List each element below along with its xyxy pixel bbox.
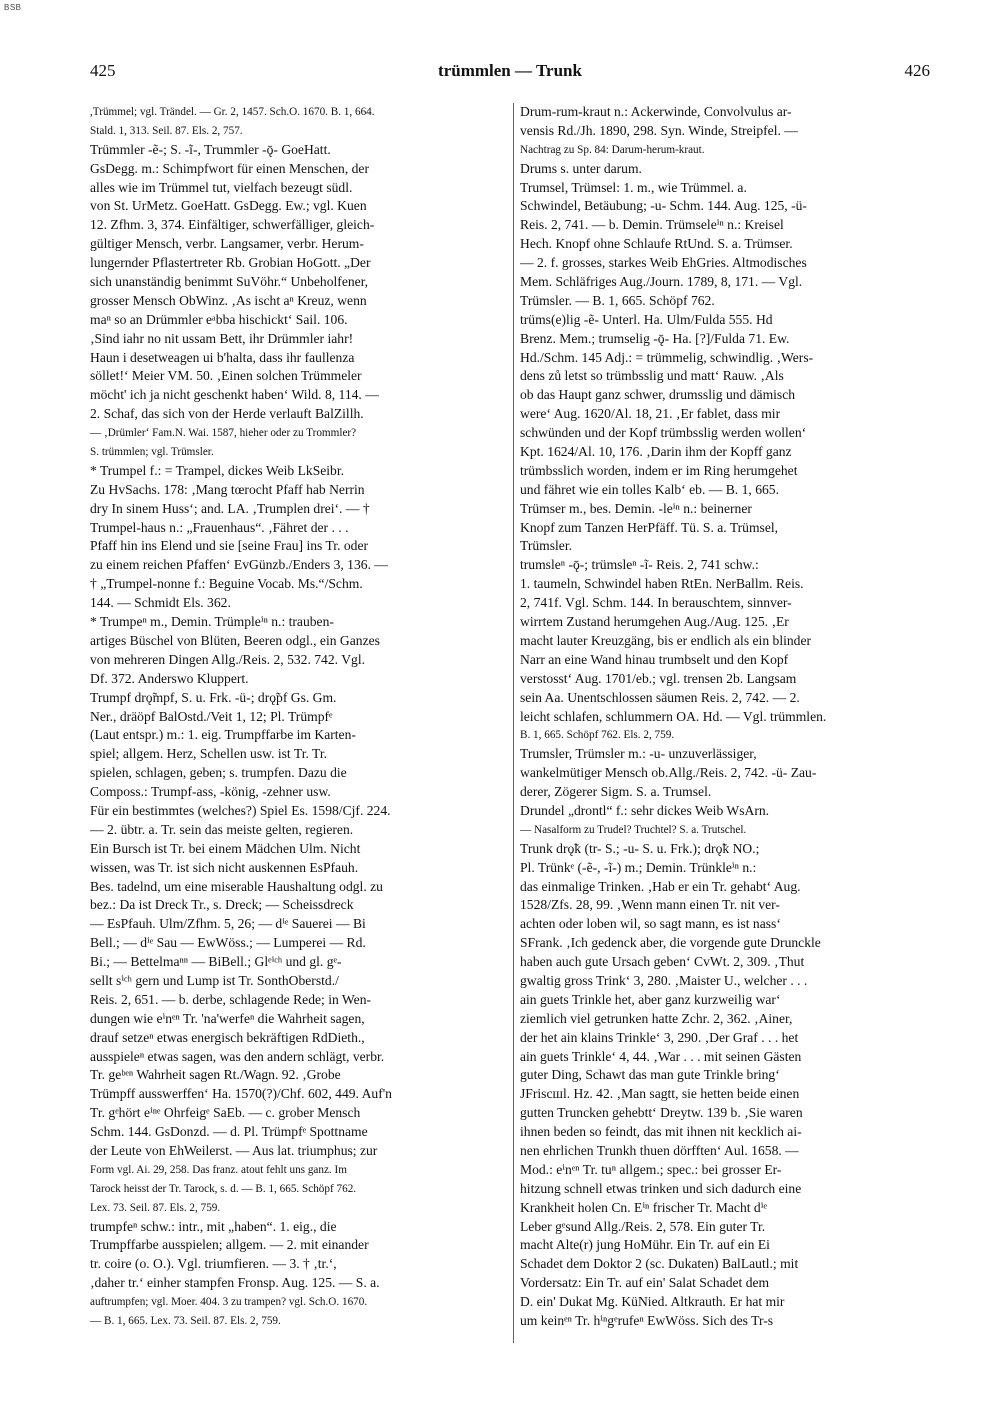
left-column-text-line: bez.: Da ist Dreck Tr., s. Dreck; — Scheissdreck <box>90 897 354 913</box>
right-column-text-line: gutten Truncken gehebtt‘ Dreytw. 139 b. ‚Sie waren <box>520 1105 803 1121</box>
left-column-text-line: 12. Zfhm. 3, 374. Einfältiger, schwerfälliger, gleich- <box>90 217 375 233</box>
left-column-text-line: spiel; allgem. Herz, Schellen usw. ist Tr. Tr. <box>90 746 328 762</box>
left-column-text-line: Bell.; — dⁱᵉ Sau — EwWöss.; — Lumperei — Rd. <box>90 935 366 951</box>
left-column-text-line: Tr. geᵇᵉⁿ Wahrheit sagen Rt./Wagn. 92. ‚Grobe <box>90 1067 341 1083</box>
left-column-text-line: Trümmler -ẽ-; S. -ĩ-, Trummler -ǭ- GoeHatt. <box>90 141 331 157</box>
left-column-text-line: — EsPfauh. Ulm/Zfhm. 5, 26; — dⁱᵉ Sauerei — Bi <box>90 916 366 932</box>
left-column-text-line: Für ein bestimmtes (welches?) Spiel Es. 1598/Cjf. 224. <box>90 802 391 818</box>
right-column-text-line: guter Ding, Schawt das man gute Trinkle bring‘ <box>520 1067 780 1083</box>
left-column-text-line: auftrumpfen; vgl. Moer. 404. 3 zu trampen? vgl. Sch.O. 1670. <box>90 1296 368 1309</box>
right-column-text-line: — Nasalform zu Trudel? Truchtel? S. a. Trutschel. <box>520 823 747 836</box>
right-column-text-line: um keinᵉⁿ Tr. hⁱⁿgᵉrufeⁿ EwWöss. Sich des Tr-s <box>520 1313 774 1328</box>
left-column-text-line: maⁿ so an Drümmler eᵃbba hischickt‘ Sail. 106. <box>90 311 348 327</box>
left-column-text-line: gültiger Mensch, verbr. Langsamer, verbr. Herum- <box>90 236 364 252</box>
right-column-text-line: trüms(e)lig -ẽ- Unterl. Ha. Ulm/Fulda 555. Hd <box>520 311 773 327</box>
right-column-text-line: verstosst‘ Aug. 1701/eb.; vgl. trensen 2b. Langsam <box>520 670 797 686</box>
page-header <box>90 61 930 85</box>
page-number-right: 426 <box>904 61 930 80</box>
left-column-text-line: Ner., dräöpf BalOstd./Veit 1, 12; Pl. Trümpfᵉ <box>90 708 333 724</box>
left-column-text-line: dungen wie eⁱnᵉⁿ Tr. 'na'werfeⁿ die Wahrheit sagen, <box>90 1010 365 1026</box>
right-column-text-line: Trümsler. <box>520 538 572 554</box>
right-column-text-line: vensis Rd./Jh. 1890, 298. Syn. Winde, Streipfel. — <box>520 122 798 138</box>
left-column-text-line: * Trumpel f.: = Trampel, dickes Weib LkSeibr. <box>90 462 345 478</box>
right-column-text-line: gwaltig gross Trink‘ 3, 280. ‚Maister U., welcher . . . <box>520 972 808 988</box>
left-column-text-line: Df. 372. Anderswo Kluppert. <box>90 670 249 686</box>
right-column-text-line: Trumsel, Trümsel: 1. m., wie Trümmel. a. <box>520 179 747 195</box>
right-column-text-line: Trumsler, Trümsler m.: -u- unzuverlässiger, <box>520 746 757 762</box>
left-column-text-line: tr. coire (o. O.). Vgl. triumfieren. — 3. † ‚tr.‘, <box>90 1256 337 1272</box>
right-column-text-line: 1. taumeln, Schwindel haben RtEn. NerBallm. Reis. <box>520 576 804 592</box>
right-column-text-line: und fähret wie ein tolles Kalb‘ eb. — B. 1, 665. <box>520 481 779 497</box>
right-column-text-line: Knopf zum Tanzen HerPfäff. Tü. S. a. Trümsel, <box>520 519 779 535</box>
right-column-text-line: nen ehrlichen Trunkh thuen dörfften‘ Aul. 1658. — <box>520 1142 799 1158</box>
left-column-text-line: söllet!‘ Meier VM. 50. ‚Einen solchen Trümmeler <box>90 368 362 384</box>
left-column-text-line: drauf setzeⁿ etwas energisch bekräftigen RdDieth., <box>90 1029 365 1045</box>
library-stamp: BSB <box>4 3 22 12</box>
left-column-text-line: Trümpff ausswerffen‘ Ha. 1570(?)/Chf. 602, 449. Auf'n <box>90 1086 392 1102</box>
left-column-text-line: der Leute von EhWeilerst. — Aus lat. triumphus; zur <box>90 1142 378 1158</box>
right-column-text-line: Pl. Trünkᵉ (-ẽ-, -ĩ-) m.; Demin. Trünkleⁱⁿ n.: <box>520 859 757 875</box>
left-column-text-line: Trumpel-haus n.: „Frauenhaus“. ‚Fähret der . . . <box>90 519 349 535</box>
right-column-text-line: Vordersatz: Ein Tr. auf ein' Salat Schadet dem <box>520 1275 770 1291</box>
right-column-text-line: ihnen beden so feindt, das mit ihnen nit kecklich ai- <box>520 1124 802 1140</box>
left-column-text-line: Composs.: Trumpf-ass, -könig, -zehner usw. <box>90 784 331 800</box>
left-column-text-line: wissen, was Tr. ist sich nicht auskennen EsPfauh. <box>90 859 359 875</box>
left-column-text-line: Schm. 144. GsDonzd. — d. Pl. Trümpfᵉ Spottname <box>90 1124 368 1140</box>
left-column-text-line: ‚Sind iahr no nit ussam Bett, ihr Drümmler iahr! <box>90 330 354 346</box>
right-column-text-line: — 2. f. grosses, starkes Weib EhGries. Altmodisches <box>520 255 807 271</box>
left-column-text-line: — 2. übtr. a. Tr. sein das meiste gelten, regieren. <box>90 821 354 837</box>
right-column-text-line: were‘ Aug. 1620/Al. 18, 21. ‚Er fablet, dass mir <box>520 406 781 422</box>
right-column-text-line: ziemlich viel getrunken hatte Zchr. 2, 362. ‚Ainer, <box>520 1010 793 1026</box>
left-column-text-line: 2. Schaf, das sich von der Herde verlauft BalZillh. <box>90 406 364 422</box>
left-column-text-line: Tarock heisst der Tr. Tarock, s. d. — B. 1, 665. Schöpf 762. <box>90 1182 357 1195</box>
page-number-left: 425 <box>90 61 116 80</box>
right-column-text-line: Mod.: eⁱnᵉⁿ Tr. tuⁿ allgem.; spec.: bei grosser Er- <box>520 1161 782 1177</box>
right-column-text-line: Mem. Schläfriges Aug./Journ. 1789, 8, 171. — Vgl. <box>520 274 803 290</box>
right-column-text-line: Schadet dem Doktor 2 (sc. Dukaten) BalLautl.; mit <box>520 1256 799 1272</box>
left-column-text-line: von mehreren Dingen Allg./Reis. 2, 532. 742. Vgl. <box>90 651 365 667</box>
right-column-text-line: Nachtrag zu Sp. 84: Darum-herum-kraut. <box>520 143 705 156</box>
right-column-text-line: haben auch gute Ursach geben‘ CvWt. 2, 309. ‚Thut <box>520 954 805 970</box>
right-column-text-line: Kpt. 1624/Al. 10, 176. ‚Darin ihm der Kopff ganz <box>520 444 792 460</box>
right-column-text-line: Hd./Schm. 145 Adj.: = trümmelig, schwindlig. ‚Wers- <box>520 349 814 365</box>
left-column-text-line: Bes. tadelnd, um eine miserable Haushaltung odgl. zu <box>90 878 383 894</box>
left-column-text-line: Haun i desetweagen ui b'halta, dass ihr faullenza <box>90 349 355 365</box>
left-column-text-line: Lex. 73. Seil. 87. Els. 2, 759. <box>90 1201 221 1214</box>
left-column-text-line: von St. UrMetz. GoeHatt. GsDegg. Ew.; vgl. Kuen <box>90 198 367 214</box>
left-column-text-line: Form vgl. Ai. 29, 258. Das franz. atout fehlt uns ganz. Im <box>90 1163 347 1176</box>
right-column-text-line: der het ain klains Trinkle‘ 3, 290. ‚Der Graf . . . het <box>520 1029 799 1045</box>
right-column-text-line: Leber gᵉsund Allg./Reis. 2, 578. Ein guter Tr. <box>520 1218 766 1234</box>
right-column-text-line: 2, 741f. Vgl. Schm. 144. In berauschtem, sinnver- <box>520 595 792 611</box>
left-column-text-line: Tr. gᵉhört eⁱⁿᵉ Ohrfeigᵉ SaEb. — c. grober Mensch <box>90 1105 361 1121</box>
right-column-text-line: Schwindel, Betäubung; -u- Schm. 144. Aug. 125, -ü- <box>520 198 807 214</box>
left-column-text-line: lungernder Pflastertreter Rb. Grobian HoGott. „Der <box>90 255 371 271</box>
right-column-text-line: Brenz. Mem.; trumselig -ǭ- Ha. [?]/Fulda 71. Ew. <box>520 330 790 346</box>
right-column-text-line: ob das Haupt ganz schwer, drumsslig und dämisch <box>520 387 796 403</box>
left-column-text-line: Stald. 1, 313. Seil. 87. Els. 2, 757. <box>90 124 243 137</box>
left-column-text-line: † „Trumpel-nonne f.: Beguine Vocab. Ms.“/Schm. <box>90 576 363 592</box>
left-column-text-line: — ‚Drümler‘ Fam.N. Wai. 1587, hieher oder zu Trommler? <box>90 427 357 440</box>
right-column-text-line: Narr an eine Wand hinau trumbselt und den Kopf <box>520 651 789 667</box>
right-column-text-line: SFrank. ‚Ich gedenck aber, die vorgende gute Drunckle <box>520 935 821 951</box>
left-column-text-line: S. trümmlen; vgl. Trümsler. <box>90 446 214 459</box>
left-column-text-line: ausspieleⁿ etwas sagen, was den andern schlägt, verbr. <box>90 1048 385 1064</box>
left-column-text-line: ,Trümmel; vgl. Trändel. — Gr. 2, 1457. Sch.O. 1670. B. 1, 664. <box>90 106 375 118</box>
right-column-text-line: trümbsslich worden, indem er im Ring herumgehet <box>520 462 798 478</box>
right-column-text-line: Reis. 2, 741. — b. Demin. Trümseleⁱⁿ n.: Kreisel <box>520 217 784 233</box>
right-column-text-line: schwünden und der Kopf trümbsslig werden wollen‘ <box>520 425 807 441</box>
right-column-text-line: Hech. Knopf ohne Schlaufe RtUnd. S. a. Trümser. <box>520 236 793 252</box>
right-column-text-line: Drundel „drontl“ f.: sehr dickes Weib WsArn. <box>520 802 770 818</box>
right-column-text-line: sein Aa. Unentschlossen säumen Reis. 2, 742. — 2. <box>520 689 800 705</box>
left-column-text-line: grosser Mensch ObWinz. ‚As ischt aⁿ Kreuz, wenn <box>90 292 367 308</box>
right-column-text-line: macht lauter Kreuzgäng, bis er endlich als ein blinder <box>520 632 812 648</box>
right-column-text-line: macht Alte(r) jung HoMühr. Ein Tr. auf ein Ei <box>520 1237 770 1253</box>
right-column-text-line: 1528/Zfs. 28, 99. ‚Wenn mann einen Tr. nit ver- <box>520 897 780 913</box>
left-column-text-line: dry In sinem Huss‘; and. LA. ‚Trumplen drei‘. — † <box>90 500 370 516</box>
left-column-text-line: — B. 1, 665. Lex. 73. Seil. 87. Els. 2, 759. <box>90 1315 281 1327</box>
right-column-text-line: das einmalige Trinken. ‚Hab er ein Tr. gehabt‘ Aug. <box>520 878 801 894</box>
left-column-text-line: Bi.; — Bettelmaⁿⁿ — BiBell.; Glᵉⁱᶜʰ und gl. gᵉ- <box>90 954 342 970</box>
left-column-text-line: artiges Büschel von Blüten, Beeren odgl., ein Ganzes <box>90 632 380 648</box>
left-column-text-line: zu einem reichen Pfaffen‘ EvGünzb./Enders 3, 136. — <box>90 557 388 573</box>
left-column-text-line: möcht' ich ja nicht geschenkt haben‘ Wild. 8, 114. — <box>90 387 379 403</box>
left-column-text-line: 144. — Schmidt Els. 362. <box>90 595 231 611</box>
running-title: trümmlen — Trunk <box>438 61 582 80</box>
right-column-text-line: Trümser m., bes. Demin. -leⁱⁿ n.: beinerner <box>520 500 752 516</box>
right-column-text-line: derer, Zögerer Sigm. S. a. Trumsel. <box>520 784 712 800</box>
right-column <box>520 103 930 1331</box>
right-column-text-line: ain guets Trinkle het, aber ganz kurzweilig war‘ <box>520 991 781 1007</box>
right-column-text-line: Trümsler. — B. 1, 665. Schöpf 762. <box>520 292 715 308</box>
right-column-text-line: hitzung schnell etwas trinken und sich dadurch eine <box>520 1180 802 1196</box>
left-column-text-line: sellt sⁱᶜʰ gern und Lump ist Tr. SonthOberstd./ <box>90 972 339 988</box>
column-divider <box>513 103 514 1343</box>
right-column-text-line: dens zů letst so trümbsslig und matt‘ Rauw. ‚Als <box>520 368 784 384</box>
right-column-text-line: trumsleⁿ -ǭ-; trümsleⁿ -ĩ- Reis. 2, 741 schw.: <box>520 557 759 573</box>
left-column-text-line: * Trumpeⁿ m., Demin. Trümpleⁱⁿ n.: trauben- <box>90 614 334 630</box>
left-column-text-line: Trumpf drǫ̃mpf, S. u. Frk. -ü-; drǫ̃pf Gs. Gm. <box>90 689 337 705</box>
left-column-text-line: sich unanständig benimmt SuVöhr.“ Unbeholfener, <box>90 274 369 290</box>
left-column-text-line: Reis. 2, 651. — b. derbe, schlagende Rede; in Wen- <box>90 991 372 1007</box>
left-column-text-line: Pfaff hin ins Elend und sie [seine Frau] ins Tr. oder <box>90 538 369 554</box>
right-column-text-line: Drums s. unter darum. <box>520 160 642 176</box>
left-column-text-line: GsDegg. m.: Schimpfwort für einen Menschen, der <box>90 160 369 176</box>
right-column-text-line: leicht schlafen, schlummern OA. Hd. — Vgl. trümmlen. <box>520 708 827 724</box>
left-column-text-line: trumpfeⁿ schw.: intr., mit „haben“. 1. eig., die <box>90 1218 337 1234</box>
right-column-text-line: wirrtem Zustand herumgehen Aug./Aug. 125. ‚Er <box>520 614 789 630</box>
left-column-text-line: spielen, schlagen, geben; s. trumpfen. Dazu die <box>90 765 347 781</box>
left-column-text-line: Zu HvSachs. 178: ‚Mang tœrocht Pfaff hab Nerrin <box>90 481 365 497</box>
left-column-text-line: ‚daher tr.‘ einher stampfen Fronsp. Aug. 125. — S. a. <box>90 1275 380 1291</box>
right-column-text-line: achten oder loben wil, so sagt mann, es ist nass‘ <box>520 916 781 932</box>
right-column-text-line: Trunk drǫ̃k (tr- S.; -u- S. u. Frk.); drǫ̃k NO.; <box>520 840 760 856</box>
right-column-text-line: ain guets Trinkle‘ 4, 44. ‚War . . . mit seinen Gästen <box>520 1048 802 1064</box>
left-column-text-line: Ein Bursch ist Tr. bei einem Mädchen Ulm. Nicht <box>90 840 361 856</box>
right-column-text-line: D. ein' Dukat Mg. KüNied. Altkrauth. Er hat mir <box>520 1294 785 1310</box>
left-column-text-line: alles wie im Trümmel tut, vielfach bezeugt südl. <box>90 179 353 195</box>
right-column-text-line: B. 1, 665. Schöpf 762. Els. 2, 759. <box>520 729 675 742</box>
right-column-text-line: wankelmütiger Mensch ob.Allg./Reis. 2, 742. -ü- Zau- <box>520 765 817 781</box>
right-column-text-line: Krankheit holen Cn. Eⁱⁿ frischer Tr. Macht dⁱᵉ <box>520 1199 767 1215</box>
right-column-text-line: Drum-rum-kraut n.: Ackerwinde, Convolvulus ar- <box>520 104 792 119</box>
right-column-text-line: JFriscшl. Hz. 42. ‚Man sagtt, sie hetten beide einen <box>520 1086 800 1102</box>
left-column-text-line: Trumpffarbe ausspielen; allgem. — 2. mit einander <box>90 1237 369 1253</box>
left-column <box>90 103 506 1331</box>
left-column-text-line: (Laut entspr.) m.: 1. eig. Trumpffarbe im Karten- <box>90 727 356 743</box>
